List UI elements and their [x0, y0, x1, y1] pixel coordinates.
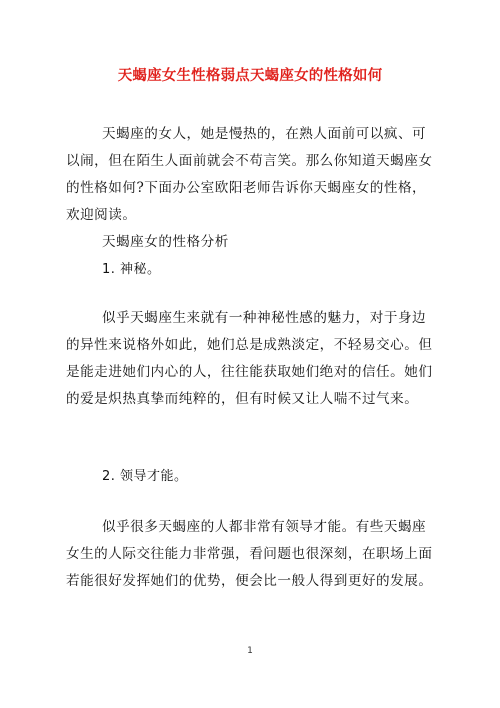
point-1-paragraph: 似乎天蝎座生来就有一种神秘性感的魅力，对于身边的异性来说格外如此，她们总是成熟淡定，不轻易交心。但是能走进她们内心的人，往往能获取她们绝对的信任。她们的爱是炽热真挚而纯粹的，但有时候又让人喘不过气来。: [66, 310, 433, 407]
intro-paragraph: 天蝎座的女人，她是慢热的，在熟人面前可以疯、可以闹，但在陌生人面前就会不苟言笑。那么你知道天蝎座女的性格如何?下面办公室欧阳老师告诉你天蝎座女的性格，欢迎阅读。: [66, 126, 433, 223]
document-title: 天蝎座女生性格弱点天蝎座女的性格如何: [117, 68, 383, 84]
point-2-heading: 2. 领导才能。: [102, 469, 188, 484]
page-number: 1: [247, 646, 253, 656]
point-2-paragraph: 似乎很多天蝎座的人都非常有领导才能。有些天蝎座女生的人际交往能力非常强，看问题也很深刻，在职场上面若能很好发挥她们的优势，便会比一般人得到更好的发展。: [66, 519, 433, 589]
section-title: 天蝎座女的性格分析: [102, 234, 229, 250]
point-1-heading: 1. 神秘。: [102, 262, 161, 277]
